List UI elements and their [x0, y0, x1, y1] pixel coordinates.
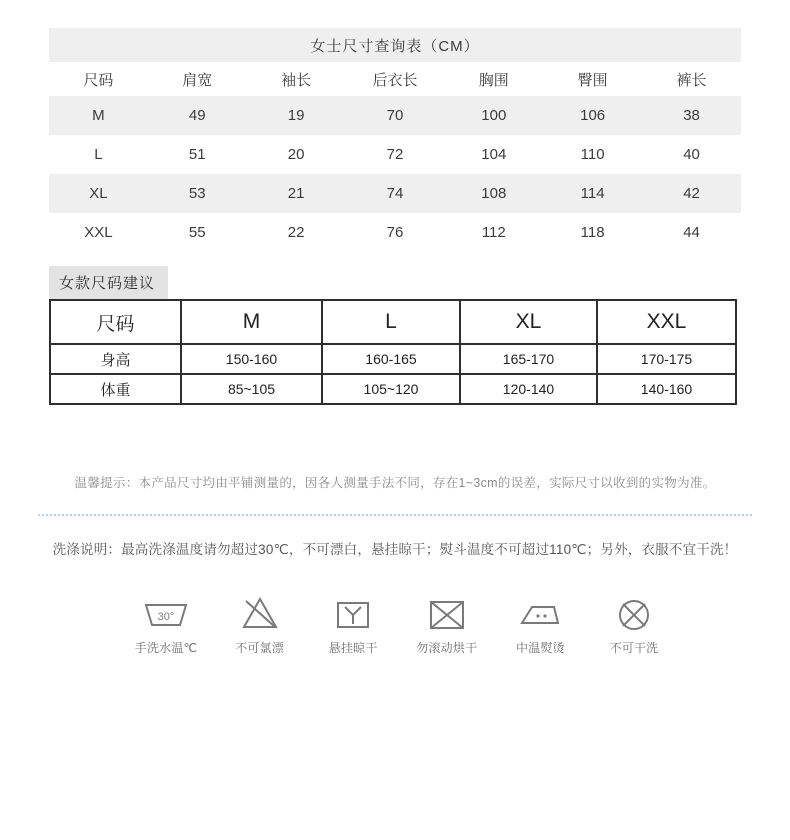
- cell-sleeve: 22: [287, 224, 305, 241]
- advice-header-size: 尺码: [50, 300, 181, 344]
- advice-header-row: [50, 300, 736, 344]
- care-icon-hand-wash: [120, 590, 212, 656]
- advice-header-xxl: XXL: [597, 300, 736, 344]
- care-icons-row: [120, 590, 680, 656]
- care-icon-caption: 手洗水温℃: [134, 641, 198, 655]
- cell-sleeve: 19: [247, 96, 346, 135]
- care-icon-no-chlorine: [214, 590, 306, 656]
- cell-back-length: 76: [386, 224, 404, 241]
- cell-bust: 104: [481, 146, 507, 163]
- advice-row-label-weight: 体重: [50, 374, 181, 404]
- advice-header-m: M: [181, 300, 322, 344]
- advice-header-l: L: [322, 300, 460, 344]
- cell-pants-length: 38: [642, 96, 741, 135]
- hand-wash-icon: [120, 590, 212, 636]
- advice-weight-xl: 120-140: [460, 374, 597, 404]
- medium-iron-icon: [494, 590, 586, 636]
- care-icon-no-tumble-dry: [401, 590, 493, 656]
- cell-pants-length: 42: [642, 174, 741, 213]
- cell-shoulder: 49: [148, 96, 247, 135]
- size-chart-header-row: [49, 62, 741, 96]
- advice-section-label: 女款尺码建议: [49, 266, 168, 299]
- cell-hip: 118: [580, 224, 605, 241]
- cell-hip: 114: [543, 174, 642, 213]
- cell-back-length: 72: [386, 146, 404, 163]
- advice-height-xl: 165-170: [460, 344, 597, 374]
- column-header-bust: 胸围: [444, 62, 543, 96]
- measurement-tips: 温馨提示：本产品尺寸均由平铺测量的，因各人测量手法不同，存在1~3cm的误差，实际尺寸以收到的实物为准。: [74, 476, 716, 490]
- svg-text:30°: 30°: [157, 611, 175, 623]
- table-row: [49, 96, 741, 135]
- cell-back-length: 74: [346, 174, 445, 213]
- table-row: [49, 174, 741, 213]
- cell-size: XL: [49, 174, 148, 213]
- cell-size: XXL: [84, 224, 113, 241]
- care-icon-caption: 悬挂晾干: [328, 641, 378, 655]
- size-chart: [49, 28, 741, 252]
- care-icon-caption: 不可氯漂: [235, 641, 284, 655]
- care-icon-hang-dry: [307, 590, 399, 656]
- care-icon-caption: 不可干洗: [609, 641, 659, 655]
- advice-weight-l: 105~120: [322, 374, 460, 404]
- cell-sleeve: 21: [247, 174, 346, 213]
- cell-bust: 100: [444, 96, 543, 135]
- cell-bust: 112: [481, 224, 506, 241]
- care-icon-medium-iron: [494, 590, 586, 656]
- cell-pants-length: 44: [683, 224, 700, 241]
- cell-size: M: [49, 96, 148, 135]
- size-chart-table: [49, 28, 741, 252]
- column-header-pants-length: 裤长: [642, 62, 741, 96]
- cell-pants-length: 40: [683, 146, 700, 163]
- hang-dry-icon: [307, 590, 399, 636]
- size-chart-title: 女士尺寸查询表（CM）: [49, 28, 741, 62]
- advice-row-label-height: 身高: [50, 344, 181, 374]
- column-header-back-length: 后衣长: [346, 62, 445, 96]
- size-advice-table-wrap: [49, 299, 737, 405]
- column-header-sleeve: 袖长: [247, 62, 346, 96]
- table-row: [49, 135, 741, 174]
- column-header-shoulder: 肩宽: [148, 62, 247, 96]
- cell-size: L: [94, 146, 103, 163]
- advice-height-l: 160-165: [322, 344, 460, 374]
- cell-bust: 108: [444, 174, 543, 213]
- table-row: [50, 374, 736, 404]
- care-icon-no-dry-clean: [588, 590, 680, 656]
- size-advice-table: [49, 299, 737, 405]
- advice-header-xl: XL: [460, 300, 597, 344]
- cell-shoulder: 55: [188, 224, 206, 241]
- cell-shoulder: 53: [148, 174, 247, 213]
- no-tumble-dry-icon: [401, 590, 493, 636]
- cell-sleeve: 20: [287, 146, 305, 163]
- no-chlorine-bleach-icon: [214, 590, 306, 636]
- divider: [38, 514, 752, 516]
- wash-instructions: 洗涤说明：最高洗涤温度请勿超过30℃，不可漂白，悬挂晾干；熨斗温度不可超过110℃；另外，衣服不宜干洗！: [52, 542, 738, 557]
- size-chart-title-row: [49, 28, 741, 62]
- no-dry-clean-icon: [588, 590, 680, 636]
- advice-weight-m: 85~105: [181, 374, 322, 404]
- column-header-size: 尺码: [49, 62, 148, 96]
- advice-weight-xxl: 140-160: [597, 374, 736, 404]
- table-row: [49, 213, 741, 252]
- cell-hip: 110: [580, 146, 605, 163]
- cell-back-length: 70: [346, 96, 445, 135]
- care-icon-caption: 勿滚动烘干: [416, 641, 478, 655]
- care-icon-caption: 中温熨烫: [515, 641, 565, 655]
- table-row: [50, 344, 736, 374]
- cell-hip: 106: [543, 96, 642, 135]
- advice-height-xxl: 170-175: [597, 344, 736, 374]
- column-header-hip: 臀围: [543, 62, 642, 96]
- cell-shoulder: 51: [188, 146, 206, 163]
- advice-height-m: 150-160: [181, 344, 322, 374]
